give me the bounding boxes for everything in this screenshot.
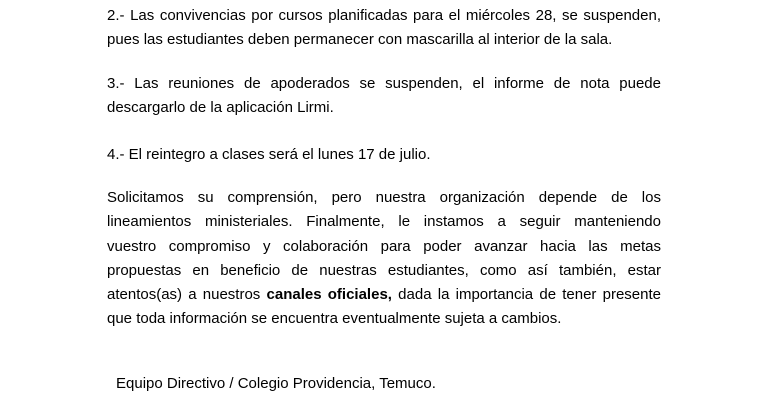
official-channels-emphasis: canales oficiales, (266, 286, 392, 304)
closing-line-5 (107, 283, 661, 307)
closing-line-1: Solicitamos su comprensión, pero nuestra organización depende de los (107, 189, 661, 206)
closing-line-3: vuestro compromiso y colaboración para poder avanzar hacia las metas (107, 237, 661, 255)
closing-line-4: propuestas en beneficio de nuestras estudiantes, como así también, estar (107, 261, 661, 279)
item-2-line-1: 2.- Las convivencias por cursos planificadas para el miércoles 28, se suspenden, (107, 7, 661, 24)
item-4-line-1: 4.- El reintegro a clases será el lunes 17 de julio. (107, 146, 431, 163)
item-3-line-1: 3.- Las reuniones de apoderados se suspenden, el informe de nota puede (107, 75, 661, 92)
item-2-paragraph (107, 4, 661, 53)
item-3-paragraph (107, 72, 661, 121)
item-4-paragraph (107, 143, 661, 167)
item-2-line-2: pues las estudiantes deben permanecer con mascarilla al interior de la sala. (107, 31, 613, 49)
item-3-line-2: descargarlo de la aplicación Lirmi. (107, 99, 334, 117)
closing-line-5-end: dada la importancia de tener presente (391, 286, 661, 304)
closing-line-6: que toda información se encuentra eventualmente sujeta a cambios. (107, 310, 562, 328)
closing-line-5-start: atentos(as) a nuestros (107, 286, 267, 304)
closing-line-2: lineamientos ministeriales. Finalmente, le instamos a seguir manteniendo (107, 213, 661, 231)
closing-paragraph (107, 186, 661, 332)
signature: Equipo Directivo / Colegio Providencia, Temuco. (116, 375, 436, 392)
